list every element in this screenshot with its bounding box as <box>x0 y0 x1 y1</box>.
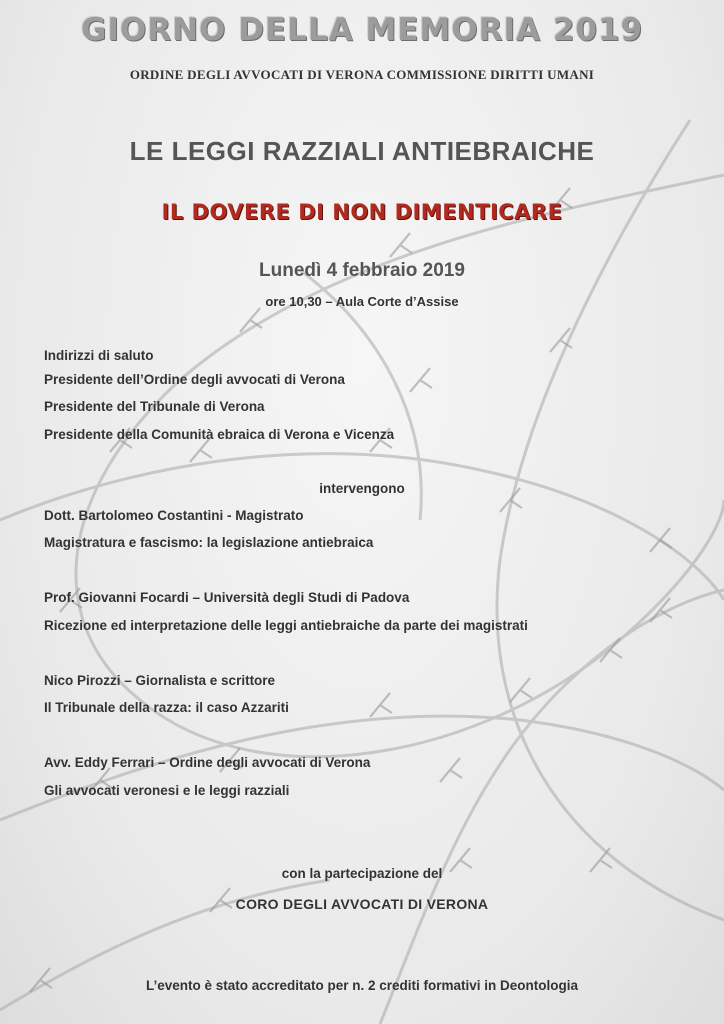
greeting-item: Presidente dell’Ordine degli avvocati di Verona <box>44 372 345 387</box>
speaker-name: Dott. Bartolomeo Costantini - Magistrato <box>44 508 304 523</box>
speakers-heading: intervengono <box>319 481 405 496</box>
speaker-talk: Magistratura e fascismo: la legislazione antiebraica <box>44 535 374 550</box>
speaker-name: Nico Pirozzi – Giornalista e scrittore <box>44 673 276 688</box>
greetings-heading: Indirizzi di saluto <box>44 348 154 363</box>
speaker-talk: Gli avvocati veronesi e le leggi razziali <box>44 783 290 798</box>
participation-intro: con la partecipazione del <box>281 866 443 881</box>
subtitle: IL DOVERE DI NON DIMENTICARE <box>161 200 563 224</box>
event-date: Lunedì 4 febbraio 2019 <box>259 260 465 281</box>
speaker-name: Prof. Giovanni Focardi – Università degli Studi di Padova <box>44 590 410 605</box>
speaker-name: Avv. Eddy Ferrari – Ordine degli avvocati di Verona <box>44 755 371 770</box>
speaker-talk: Il Tribunale della razza: il caso Azzariti <box>44 700 289 715</box>
choir-name: CORO DEGLI AVVOCATI DI VERONA <box>235 896 489 912</box>
accreditation-footer: L’evento è stato accreditato per n. 2 crediti formativi in Deontologia <box>145 978 579 993</box>
greeting-item: Presidente del Tribunale di Verona <box>44 399 265 414</box>
greeting-item: Presidente della Comunità ebraica di Verona e Vicenza <box>44 427 395 442</box>
main-title: LE LEGGI RAZZIALI ANTIEBRAICHE <box>129 136 595 166</box>
speaker-talk: Ricezione ed interpretazione delle leggi antiebraiche da parte dei magistrati <box>44 618 528 633</box>
event-time-place: ore 10,30 – Aula Corte d’Assise <box>265 294 459 309</box>
organizer-line: ORDINE DEGLI AVVOCATI DI VERONA COMMISSIONE DIRITTI UMANI <box>129 67 595 82</box>
event-header-title: GIORNO DELLA MEMORIA 2019 <box>80 12 644 48</box>
